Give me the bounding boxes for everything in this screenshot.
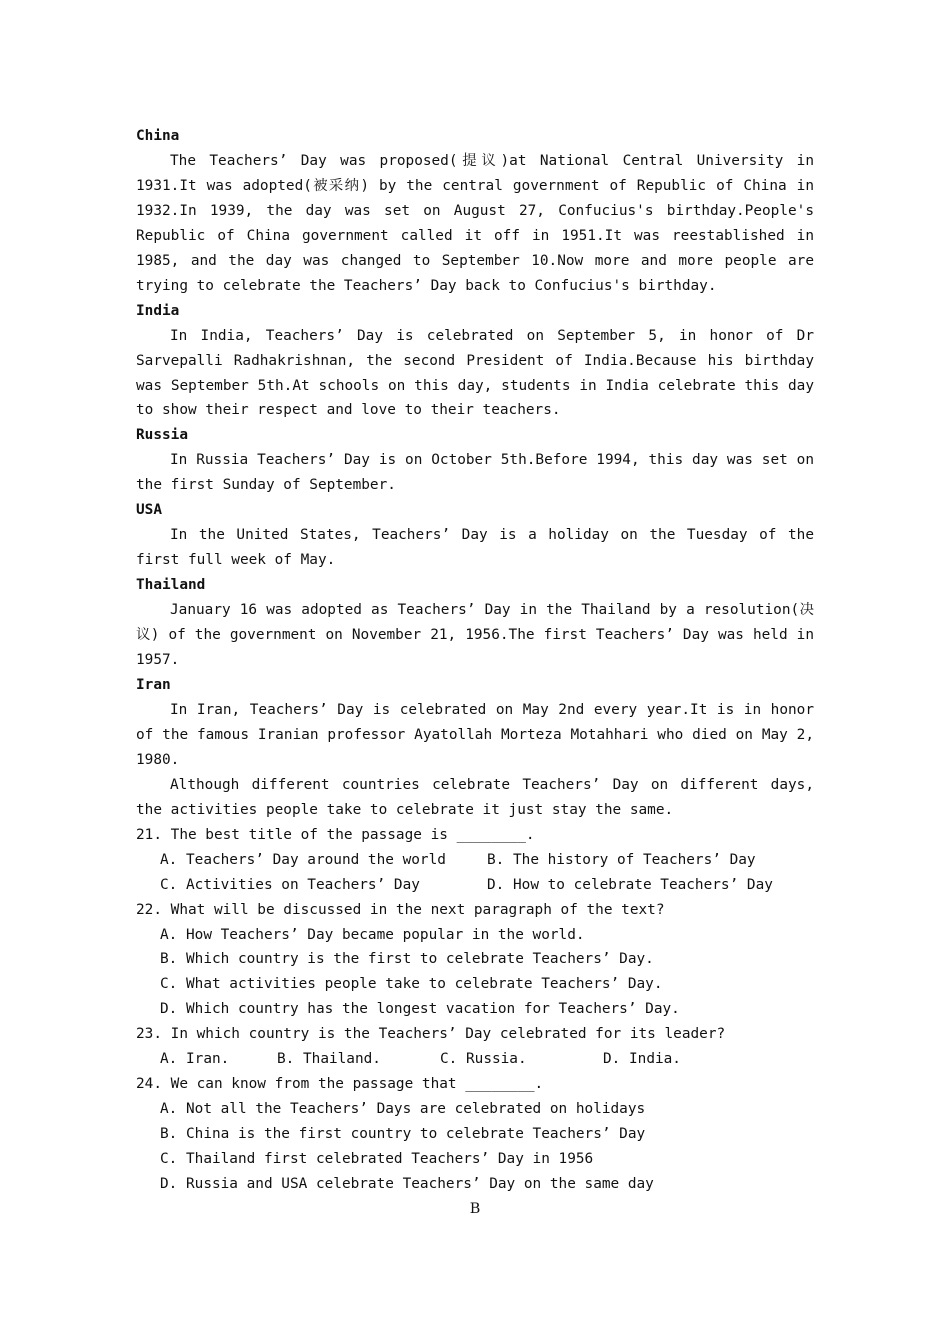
option-c: C. Thailand first celebrated Teachers’ Day in 1956 xyxy=(160,1151,594,1168)
question-stem: 21. The best title of the passage is ________. xyxy=(136,826,535,843)
section-heading: China xyxy=(136,128,180,144)
option-row xyxy=(136,1047,814,1072)
section-paragraph: In Russia Teachers’ Day is on October 5th.Before 1994, this day was set on the first Sunday of September. xyxy=(136,452,814,494)
section-heading: Iran xyxy=(136,676,171,693)
option-a: A. Teachers’ Day around the world xyxy=(160,851,446,868)
option-d: D. Which country has the longest vacation for Teachers’ Day. xyxy=(160,1001,680,1018)
question-stem: 24. We can know from the passage that ________. xyxy=(136,1076,544,1093)
option-b: B. China is the first country to celebrate Teachers’ Day xyxy=(160,1126,646,1143)
section-heading: USA xyxy=(136,502,162,519)
question-stem: 22. What will be discussed in the next paragraph of the text? xyxy=(136,901,665,918)
option-b: B. The history of Teachers’ Day xyxy=(487,851,756,868)
option-row xyxy=(136,848,814,873)
section-india xyxy=(136,299,814,424)
option-c: C. Activities on Teachers’ Day xyxy=(160,876,420,893)
section-paragraph: In the United States, Teachers’ Day is a holiday on the Tuesday of the first full week of May. xyxy=(136,527,814,569)
question-21 xyxy=(136,823,814,898)
section-usa xyxy=(136,498,814,573)
option-b: B. Thailand. xyxy=(277,1051,381,1068)
section-heading: Russia xyxy=(136,427,188,444)
section-heading: India xyxy=(136,302,180,319)
option-b: B. Which country is the first to celebrate Teachers’ Day. xyxy=(160,951,654,968)
section-iran xyxy=(136,673,814,773)
option-row xyxy=(136,873,814,898)
next-passage-label: B xyxy=(469,1200,481,1217)
option-a: A. Not all the Teachers’ Days are celebrated on holidays xyxy=(160,1101,646,1118)
closing-paragraph: Although different countries celebrate Teachers’ Day on different days, the activities people take to celebrate it just stay the same. xyxy=(136,776,814,818)
section-paragraph: The Teachers’ Day was proposed(提议)at National Central University in 1931.It was adopted(被采纳) by the central government of Republic of China in 1932.In 1939, the day was set on August 27, Confucius's birthday.People's Republic of China government called it off in 1951.It was reestablished in 1985, and the day was changed to September 10.Now more and more people are trying to celebrate the Teachers’ Day back to Confucius's birthday. xyxy=(136,152,814,294)
section-russia xyxy=(136,423,814,498)
option-d: D. Russia and USA celebrate Teachers’ Day on the same day xyxy=(160,1176,654,1193)
option-a: A. How Teachers’ Day became popular in the world. xyxy=(160,926,585,943)
section-paragraph: In India, Teachers’ Day is celebrated on September 5, in honor of Dr Sarvepalli Radhakrishnan, the second President of India.Because his birthday was September 5th.At schools on this day, students in India celebrate this day to show their respect and love to their teachers. xyxy=(136,327,814,419)
question-stem: 23. In which country is the Teachers’ Day celebrated for its leader? xyxy=(136,1026,726,1043)
question-22 xyxy=(136,898,814,1023)
option-d: D. India. xyxy=(603,1051,681,1068)
question-24 xyxy=(136,1072,814,1197)
section-thailand xyxy=(136,573,814,673)
option-c: C. Russia. xyxy=(440,1051,527,1068)
section-paragraph: In Iran, Teachers’ Day is celebrated on May 2nd every year.It is in honor of the famous Iranian professor Ayatollah Morteza Motahhari who died on May 2, 1980. xyxy=(136,701,814,768)
question-23 xyxy=(136,1022,814,1072)
section-china xyxy=(136,124,814,299)
option-a: A. Iran. xyxy=(160,1051,230,1068)
section-heading: Thailand xyxy=(136,577,206,594)
option-d: D. How to celebrate Teachers’ Day xyxy=(487,876,773,893)
document-body xyxy=(136,124,814,1222)
section-paragraph: January 16 was adopted as Teachers’ Day in the Thailand by a resolution(决议) of the government on November 21, 1956.The first Teachers’ Day was held in 1957. xyxy=(136,602,814,669)
option-c: C. What activities people take to celebrate Teachers’ Day. xyxy=(160,976,663,993)
